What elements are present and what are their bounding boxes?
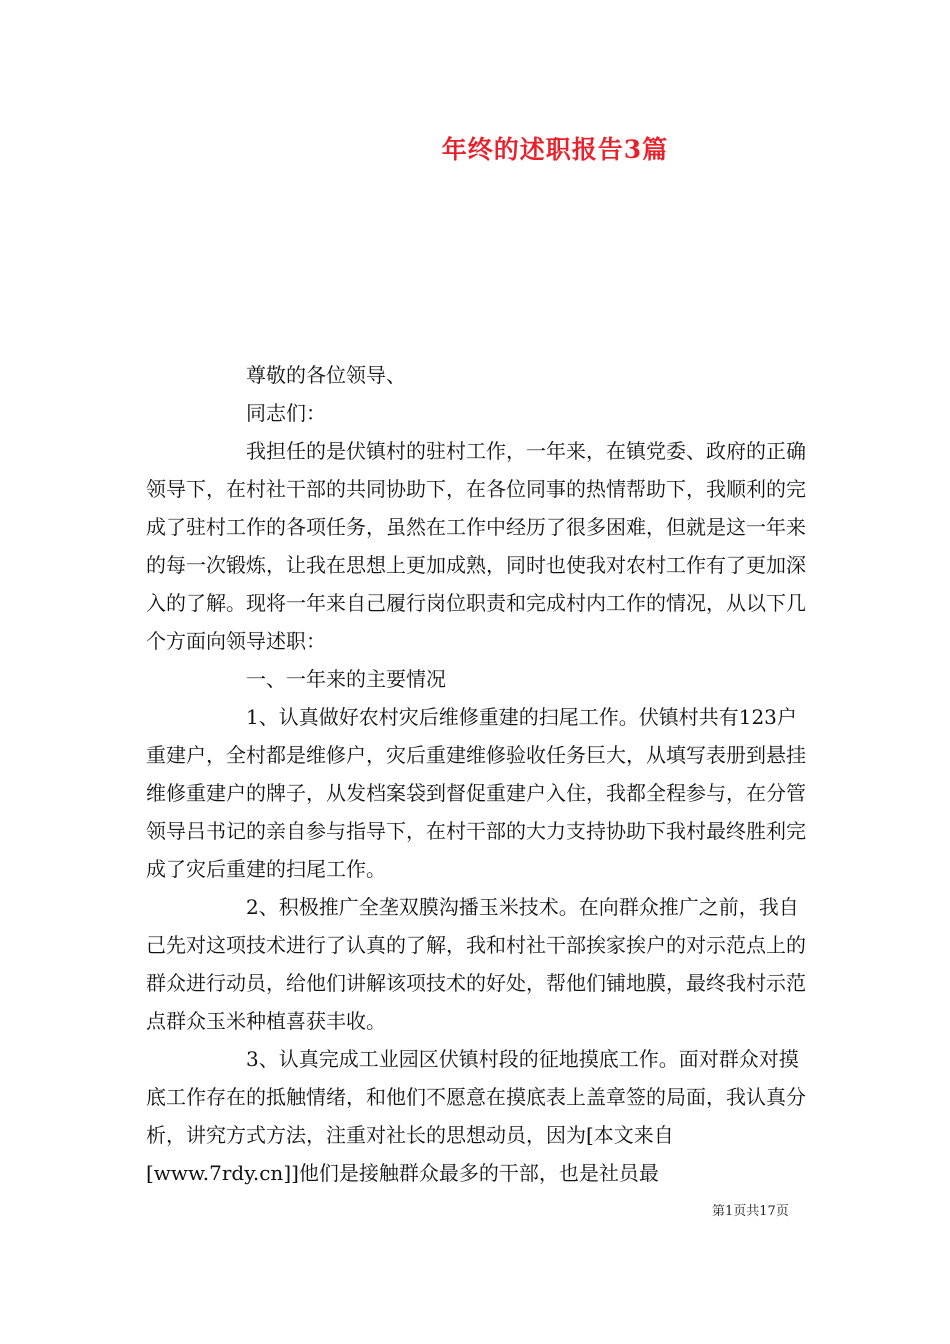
document-body [146,356,806,1192]
item-paragraph-3: 3、认真完成工业园区伏镇村段的征地摸底工作。面对群众对摸底工作存在的抵触情绪，和他们不愿意在摸底表上盖章签的局面，我认真分析，讲究方式方法，注重对社长的思想动员，因为[本文来自[www.7rdy.cn]]他们是接触群众最多的干部，也是社员最 [146,1047,806,1185]
item-paragraph-1: 1、认真做好农村灾后维修重建的扫尾工作。伏镇村共有123户重建户，全村都是维修户，灾后重建维修验收任务巨大，从填写表册到悬挂维修重建户的牌子，从发档案袋到督促重建户入住，我都全程参与，在分管领导吕书记的亲自参与指导下，在村干部的大力支持协助下我村最终胜利完成了灾后重建的扫尾工作。 [146,705,806,881]
document-title: 年终的述职报告3篇 [441,135,669,164]
page-number: 第1页共17页 [712,1204,789,1219]
item-paragraph-2: 2、积极推广全垄双膜沟播玉米技术。在向群众推广之前，我自己先对这项技术进行了认真的了解，我和村社干部挨家挨户的对示范点上的群众进行动员，给他们讲解该项技术的好处，帮他们铺地膜，最终我村示范点群众玉米种植喜获丰收。 [146,895,806,1033]
salutation-line-1: 尊敬的各位领导、 [246,363,406,387]
intro-paragraph: 我担任的是伏镇村的驻村工作，一年来，在镇党委、政府的正确领导下，在村社干部的共同协助下，在各位同事的热情帮助下，我顺利的完成了驻村工作的各项任务，虽然在工作中经历了很多困难，但就是这一年来的每一次锻炼，让我在思想上更加成熟，同时也使我对农村工作有了更加深入的了解。现将一年来自己履行岗位职责和完成村内工作的情况，从以下几个方面向领导述职： [146,439,806,653]
section-heading: 一、一年来的主要情况 [246,667,446,691]
salutation-line-2: 同志们： [246,401,326,425]
